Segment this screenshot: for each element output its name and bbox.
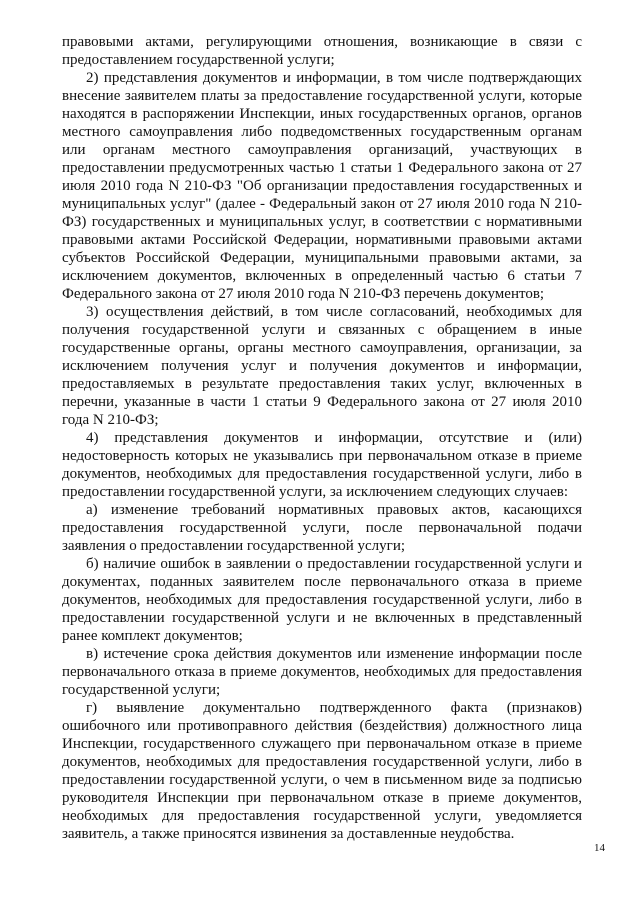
paragraph-item-3: 3) осуществления действий, в том числе согласований, необходимых для получения государственной услуги и связанных с обращением в иные государственные органы, органы местного самоуправления, организации, за исключением получения услуг и получения документов и информации, предоставляемых в результате предоставления таких услуг, включенных в перечни, указанные в части 1 статьи 9 Федерального закона от 27 июля 2010 года N 210-ФЗ;	[62, 304, 582, 428]
paragraph-subitem-b: б) наличие ошибок в заявлении о предоставлении государственной услуги и документах, поданных заявителем после первоначального отказа в приеме документов, необходимых для предоставления государственной услуги, либо в предоставлении государственной услуги и не включенных в представленный ранее комплект документов;	[62, 556, 582, 644]
page-number: 14	[594, 842, 605, 854]
paragraph-subitem-g: г) выявление документально подтвержденного факта (признаков) ошибочного или противоправного действия (бездействия) должностного лица Инспекции, государственного служащего при первоначальном отказе в приеме документов, необходимых для предоставления государственной услуги, либо в предоставлении государственной услуги, о чем в письменном виде за подписью руководителя Инспекции при первоначальном отказе в приеме документов, необходимых для предоставления государственной услуги, уведомляется заявитель, а также приносятся извинения за доставленные неудобства.	[62, 700, 582, 842]
paragraph-item-2: 2) представления документов и информации, в том числе подтверждающих внесение заявителем платы за предоставление государственной услуги, которые находятся в распоряжении Инспекции, иных государственных органов, органов местного самоуправления либо подведомственных государственным органам или органам местного самоуправления организаций, участвующих в предоставлении предусмотренных частью 1 статьи 1 Федерального закона от 27 июля 2010 года N 210-ФЗ "Об организации предоставления государственных и муниципальных услуг" (далее - Федеральный закон от 27 июля 2010 года N 210-ФЗ) государственных и муниципальных услуг, в соответствии с нормативными правовыми актами Российской Федерации, нормативными правовыми актами субъектов Российской Федерации, муниципальными правовыми актами, за исключением документов, включенных в определенный частью 6 статьи 7 Федерального закона от 27 июля 2010 года N 210-ФЗ перечень документов;	[62, 70, 582, 302]
paragraph-subitem-a: а) изменение требований нормативных правовых актов, касающихся предоставления государственной услуги, после первоначальной подачи заявления о предоставлении государственной услуги;	[62, 502, 582, 554]
document-body	[62, 33, 582, 843]
paragraph-continuation: правовыми актами, регулирующими отношения, возникающие в связи с предоставлением государственной услуги;	[62, 34, 582, 68]
paragraph-subitem-v: в) истечение срока действия документов или изменение информации после первоначального отказа в приеме документов, необходимых для предоставления государственной услуги;	[62, 646, 582, 698]
paragraph-item-4: 4) представления документов и информации, отсутствие и (или) недостоверность которых не указывались при первоначальном отказе в приеме документов, необходимых для предоставления государственной услуги, либо в предоставлении государственной услуги, за исключением следующих случаев:	[62, 430, 582, 500]
